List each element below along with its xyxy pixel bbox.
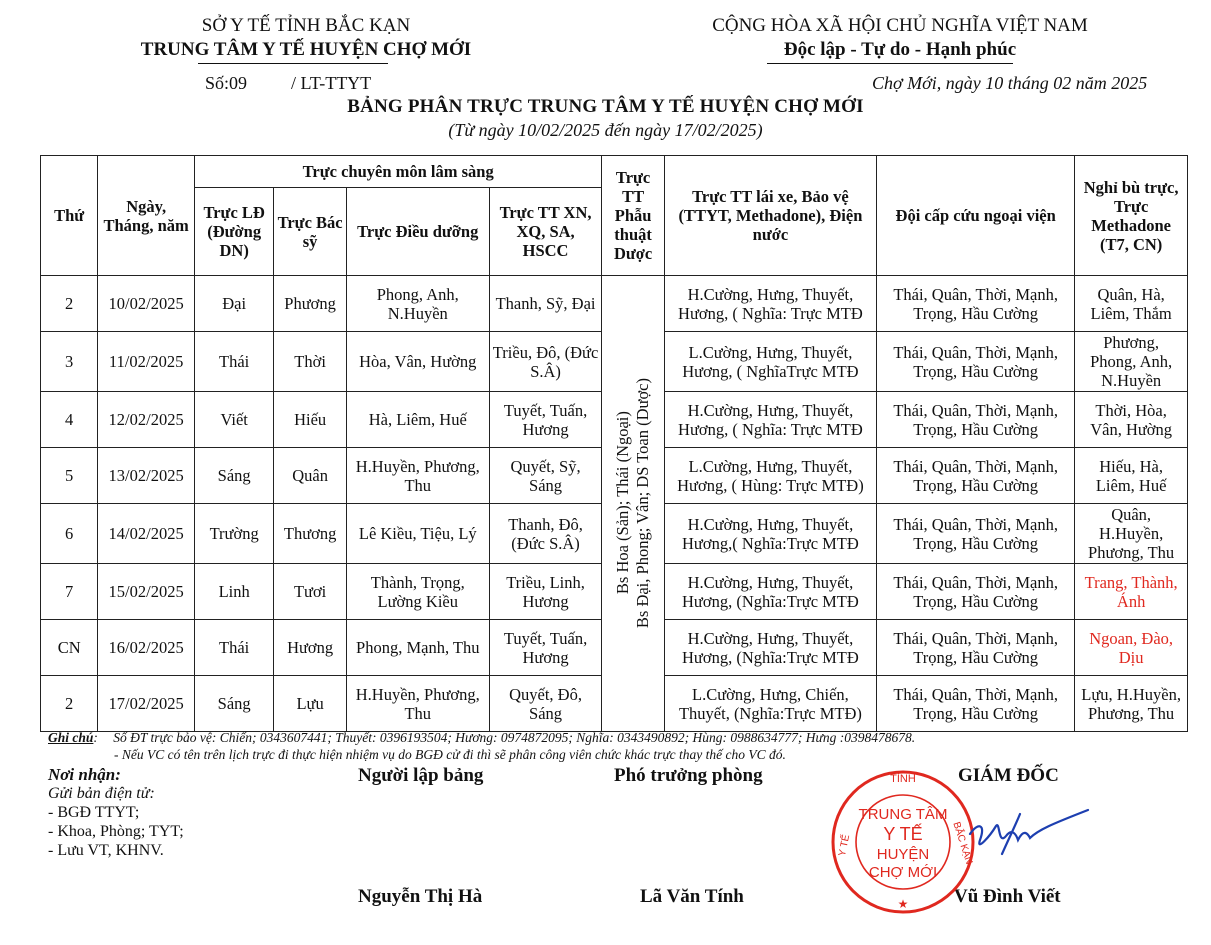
pt-duoc-line-2: Bs Đại, Phong; Vân; DS Toan (Dược)	[633, 378, 653, 629]
recipient-item: - Lưu VT, KHNV.	[48, 842, 164, 859]
cell-bacsy: Thương	[274, 504, 346, 564]
cell-ngay: 13/02/2025	[98, 448, 195, 504]
cell-tt-xn: Quyết, Sỹ, Sáng	[489, 448, 602, 504]
recipient-item: - Khoa, Phòng; TYT;	[48, 823, 184, 840]
cell-bacsy: Lựu	[274, 676, 346, 732]
notes-substitution-rule: - Nếu VC có tên trên lịch trực đi thực hiện nhiệm vụ do BGĐ cử đi thì sẽ phân công viên chức khác trực thay thế cho VC đó.	[114, 747, 786, 762]
cell-dieuduong: Lê Kiều, Tiệu, Lý	[346, 504, 489, 564]
cell-thu: CN	[41, 620, 98, 676]
pt-duoc-line-1: Bs Hoa (Sản); Thái (Ngoại)	[613, 412, 633, 595]
cell-ld: Thái	[194, 332, 273, 392]
cell-ngay: 15/02/2025	[98, 564, 195, 620]
recipients-sub: Gửi bản điện tử:	[48, 785, 155, 802]
header-pt-duoc: Trực TT Phẫu thuật Dược	[602, 156, 664, 276]
duty-roster-table	[40, 155, 1188, 732]
header-thu: Thứ	[41, 156, 98, 276]
cell-ld: Sáng	[194, 448, 273, 504]
cell-ld: Thái	[194, 620, 273, 676]
cell-tt-xn: Thanh, Đô, (Đức S.Â)	[489, 504, 602, 564]
header-ld: Trực LĐ (Đường DN)	[194, 188, 273, 276]
cell-thu: 3	[41, 332, 98, 392]
cell-bacsy: Tươi	[274, 564, 346, 620]
cell-dieuduong: Hà, Liêm, Huế	[346, 392, 489, 448]
header-clinical-group: Trực chuyên môn lâm sàng	[194, 156, 601, 188]
issuer-underline	[198, 63, 388, 64]
doc-number-prefix: Số:09	[205, 73, 248, 93]
seal-star: ★	[897, 897, 909, 911]
cell-bacsy: Hương	[274, 620, 346, 676]
seal-ring-left: Y TẾ	[836, 833, 853, 858]
cell-laixe: H.Cường, Hưng, Thuyết, Hương,( Nghĩa:Trực MTĐ	[664, 504, 876, 564]
cell-dieuduong: Thành, Trọng, Lường Kiều	[346, 564, 489, 620]
cell-dieuduong: H.Huyền, Phương, Thu	[346, 676, 489, 732]
header-bacsy: Trực Bác sỹ	[274, 188, 346, 276]
cell-bacsy: Phương	[274, 276, 346, 332]
recipient-item: - BGĐ TTYT;	[48, 804, 140, 821]
cell-pt-duoc-merged	[602, 276, 664, 732]
notes-label: Ghi chú	[48, 730, 94, 745]
cell-thu: 2	[41, 276, 98, 332]
cell-capcuu: Thái, Quân, Thời, Mạnh, Trọng, Hầu Cường	[877, 276, 1075, 332]
deputy-title: Phó trưởng phòng	[614, 765, 763, 786]
issuer-department: SỞ Y TẾ TỈNH BẮC KẠN	[201, 15, 411, 36]
cell-tt-xn: Tuyết, Tuấn, Hương	[489, 620, 602, 676]
motto-underline	[767, 63, 1013, 64]
seal-line-3: HUYỆN	[876, 846, 930, 863]
official-seal	[820, 764, 1090, 924]
cell-nghibu: Thời, Hòa, Vân, Hường	[1075, 392, 1188, 448]
cell-capcuu: Thái, Quân, Thời, Mạnh, Trọng, Hầu Cường	[877, 620, 1075, 676]
cell-ld: Sáng	[194, 676, 273, 732]
cell-dieuduong: Phong, Mạnh, Thu	[346, 620, 489, 676]
cell-ngay: 16/02/2025	[98, 620, 195, 676]
roster-row	[41, 276, 1188, 332]
cell-bacsy: Hiếu	[274, 392, 346, 448]
document-title: BẢNG PHÂN TRỰC TRUNG TÂM Y TẾ HUYỆN CHỢ MỚI	[347, 96, 864, 117]
cell-laixe: L.Cường, Hưng, Chiến, Thuyết, (Nghĩa:Trực MTĐ)	[664, 676, 876, 732]
cell-nghibu: Trang, Thành, Ánh	[1075, 564, 1188, 620]
seal-line-2: Y TẾ	[883, 824, 923, 844]
recipients-block	[48, 765, 184, 860]
cell-dieuduong: Phong, Anh, N.Huyền	[346, 276, 489, 332]
handwritten-signature	[970, 810, 1088, 854]
cell-ld: Đại	[194, 276, 273, 332]
cell-capcuu: Thái, Quân, Thời, Mạnh, Trọng, Hầu Cường	[877, 392, 1075, 448]
preparer-title: Người lập bảng	[358, 765, 484, 786]
recipients-heading: Nơi nhận:	[48, 765, 121, 784]
seal-line-1: TRUNG TÂM	[858, 806, 948, 823]
cell-bacsy: Quân	[274, 448, 346, 504]
cell-capcuu: Thái, Quân, Thời, Mạnh, Trọng, Hầu Cường	[877, 448, 1075, 504]
document-period: (Từ ngày 10/02/2025 đến ngày 17/02/2025)	[448, 120, 763, 140]
cell-nghibu: Ngoan, Đào, Dịu	[1075, 620, 1188, 676]
cell-nghibu: Quân, H.Huyền, Phương, Thu	[1075, 504, 1188, 564]
cell-laixe: L.Cường, Hưng, Thuyết, Hương, ( Hùng: Trực MTĐ)	[664, 448, 876, 504]
cell-tt-xn: Quyết, Đô, Sáng	[489, 676, 602, 732]
header-capcuu: Đội cấp cứu ngoại viện	[877, 156, 1075, 276]
cell-laixe: L.Cường, Hưng, Thuyết, Hương, ( NghĩaTrực MTĐ	[664, 332, 876, 392]
cell-laixe: H.Cường, Hưng, Thuyết, Hương, ( Nghĩa: Trực MTĐ	[664, 392, 876, 448]
cell-thu: 2	[41, 676, 98, 732]
cell-laixe: H.Cường, Hưng, Thuyết, Hương, (Nghĩa:Trực MTĐ	[664, 564, 876, 620]
cell-ld: Trường	[194, 504, 273, 564]
cell-ld: Linh	[194, 564, 273, 620]
cell-thu: 5	[41, 448, 98, 504]
cell-nghibu: Hiếu, Hà, Liêm, Huế	[1075, 448, 1188, 504]
cell-nghibu: Lựu, H.Huyền, Phương, Thu	[1075, 676, 1188, 732]
cell-thu: 7	[41, 564, 98, 620]
doc-number-suffix: / LT-TTYT	[291, 73, 372, 93]
seal-ring-right: BẮC KẠN	[950, 820, 975, 866]
issuer-header	[96, 14, 516, 62]
cell-tt-xn: Thanh, Sỹ, Đại	[489, 276, 602, 332]
cell-nghibu: Phương, Phong, Anh, N.Huyền	[1075, 332, 1188, 392]
seal-ring-top: TỈNH	[890, 773, 916, 785]
director-name: Vũ Đình Viết	[954, 886, 1061, 907]
cell-dieuduong: Hòa, Vân, Hường	[346, 332, 489, 392]
national-header	[665, 14, 1135, 62]
cell-ngay: 10/02/2025	[98, 276, 195, 332]
director-title: GIÁM ĐỐC	[958, 765, 1059, 786]
cell-ld: Viết	[194, 392, 273, 448]
header-tt-xn: Trực TT XN, XQ, SA, HSCC	[489, 188, 602, 276]
cell-ngay: 14/02/2025	[98, 504, 195, 564]
place-date: Chợ Mới, ngày 10 tháng 02 năm 2025	[872, 73, 1148, 93]
header-dieuduong: Trực Điều dưỡng	[346, 188, 489, 276]
cell-laixe: H.Cường, Hưng, Thuyết, Hương, (Nghĩa:Trực MTĐ	[664, 620, 876, 676]
country-name: CỘNG HÒA XÃ HỘI CHỦ NGHĨA VIỆT NAM	[712, 15, 1088, 36]
cell-ngay: 12/02/2025	[98, 392, 195, 448]
cell-bacsy: Thời	[274, 332, 346, 392]
cell-capcuu: Thái, Quân, Thời, Mạnh, Trọng, Hầu Cường	[877, 504, 1075, 564]
seal-line-4: CHỢ MỚI	[868, 864, 938, 881]
header-laixe: Trực TT lái xe, Bảo vệ (TTYT, Methadone), Điện nước	[664, 156, 876, 276]
header-nghibu: Nghỉ bù trực, Trực Methadone (T7, CN)	[1075, 156, 1188, 276]
cell-ngay: 17/02/2025	[98, 676, 195, 732]
header-ngay: Ngày, Tháng, năm	[98, 156, 195, 276]
cell-tt-xn: Tuyết, Tuấn, Hương	[489, 392, 602, 448]
cell-thu: 4	[41, 392, 98, 448]
cell-nghibu: Quân, Hà, Liêm, Thắm	[1075, 276, 1188, 332]
cell-dieuduong: H.Huyền, Phương, Thu	[346, 448, 489, 504]
cell-laixe: H.Cường, Hưng, Thuyết, Hương, ( Nghĩa: Trực MTĐ	[664, 276, 876, 332]
preparer-name: Nguyễn Thị Hà	[358, 886, 483, 907]
cell-tt-xn: Triều, Linh, Hương	[489, 564, 602, 620]
cell-thu: 6	[41, 504, 98, 564]
cell-capcuu: Thái, Quân, Thời, Mạnh, Trọng, Hầu Cường	[877, 332, 1075, 392]
document-number	[205, 73, 371, 94]
cell-capcuu: Thái, Quân, Thời, Mạnh, Trọng, Hầu Cường	[877, 676, 1075, 732]
national-motto: Độc lập - Tự do - Hạnh phúc	[783, 39, 1017, 60]
cell-capcuu: Thái, Quân, Thời, Mạnh, Trọng, Hầu Cường	[877, 564, 1075, 620]
roster-body	[41, 276, 1188, 732]
notes-section: Ghi chú: Số ĐT trực bảo vệ: Chiến; 0343607441; Thuyết: 0396193504; Hương: 0974872095; Nghĩa: 0343490892; Hùng: 0988634777; Hưng :0398478678. - Nếu VC có tên trên lịch trực đi thực hiện nhiệm vụ do BGĐ cử đi thì sẽ phân công viên chức khác trực thay thế cho VC đó.	[48, 730, 916, 762]
notes-phone-list: Số ĐT trực bảo vệ: Chiến; 0343607441; Thuyết: 0396193504; Hương: 0974872095; Nghĩa: 0343490892; Hùng: 0988634777; Hưng :0398478678.	[113, 730, 916, 745]
issuer-center: TRUNG TÂM Y TẾ HUYỆN CHỢ MỚI	[140, 39, 472, 60]
cell-ngay: 11/02/2025	[98, 332, 195, 392]
deputy-name: Lã Văn Tính	[640, 886, 744, 907]
cell-tt-xn: Triều, Đô, (Đức S.Â)	[489, 332, 602, 392]
